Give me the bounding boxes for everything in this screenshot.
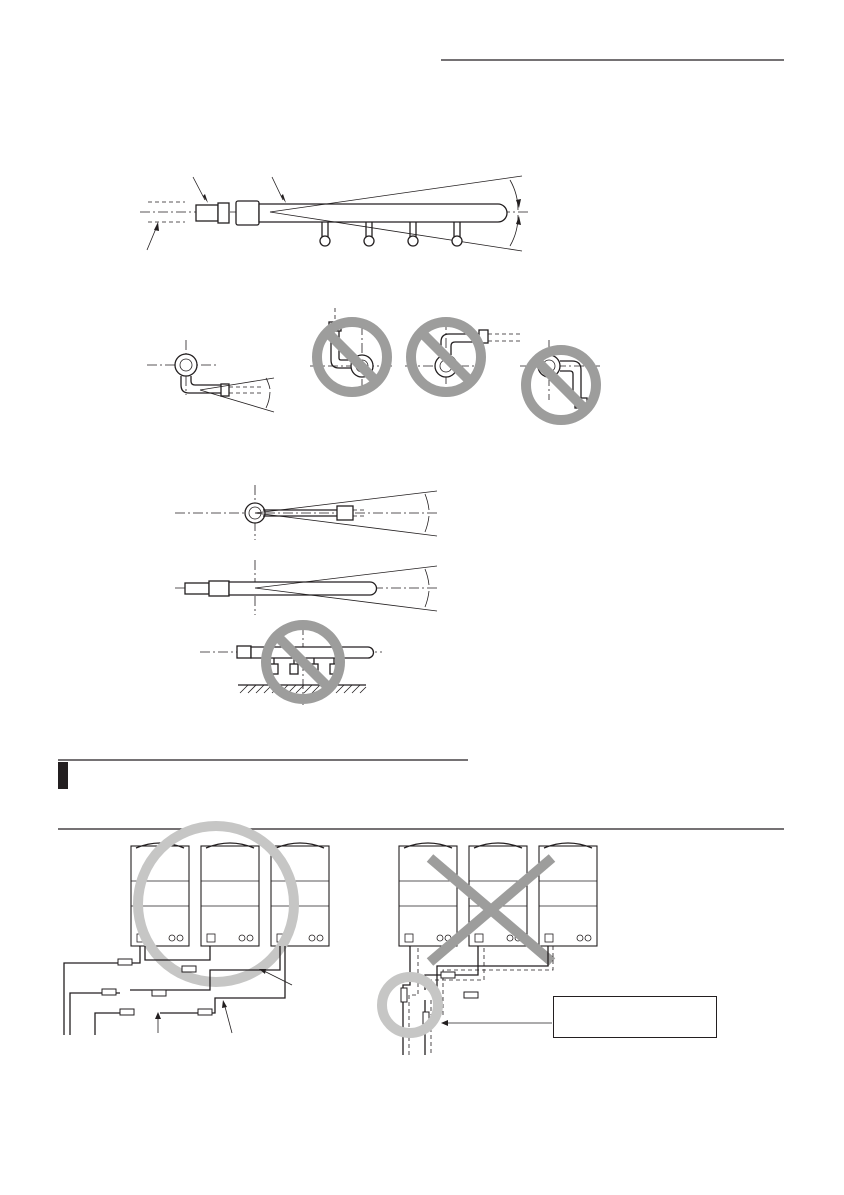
header-vertical-ng-2	[405, 320, 522, 395]
header-ground-ng-figure	[200, 625, 382, 705]
header-top-view-figure	[175, 485, 440, 540]
header-side-view-figure	[175, 560, 440, 615]
note-box	[553, 996, 717, 1038]
header-vertical-ok-figure	[147, 340, 274, 412]
header-vertical-ng-1	[310, 308, 395, 395]
section-header-marker	[58, 762, 68, 789]
outdoor-units-correct	[64, 826, 329, 1035]
outdoor-unit	[201, 843, 259, 946]
header-horizontal-figure	[140, 176, 528, 251]
outdoor-unit	[399, 843, 457, 946]
header-vertical-ng-3	[520, 340, 600, 420]
